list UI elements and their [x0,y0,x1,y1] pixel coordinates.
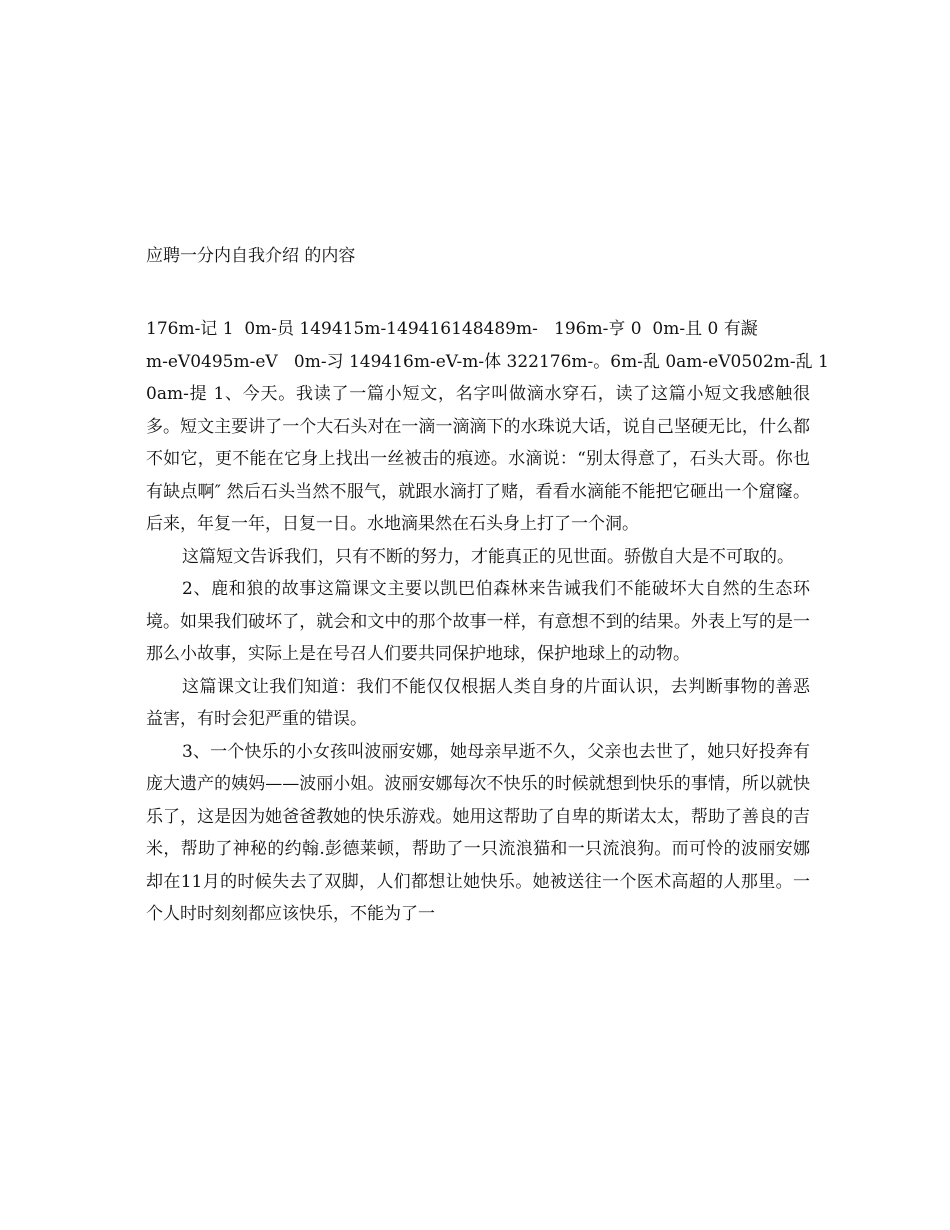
document-title: 应聘一分内自我介绍 的内容 [146,246,356,266]
paragraph-deer-wolf-story: 2、鹿和狼的故事这篇课文主要以凯巴伯森林来告诫我们不能破坏大自然的生态环境。如果我们破坏了，就会和文中的那个故事一样，有意想不到的结果。外表上写的是一那么小故事，实际上是在号召人们要共同保护地球，保护地球上的动物。 [146,579,810,664]
paragraph-deer-wolf-moral: 这篇课文让我们知道：我们不能仅仅根据人类自身的片面认识，去判断事物的善恶益害，有时会犯严重的错误。 [146,676,810,729]
document-body [146,313,829,931]
garbled-code-line-1: 176m-记 1 0m-员 149415m-149416148489m- 196m-亨 0 0m-且 0 有譺 [146,319,758,339]
garbled-code-line-2: m-eV0495m-eV 0m-习 149416m-eV-m-体 322176m-。6m-乱 0am-eV0502m-乱 1 [146,351,829,372]
paragraph-pollyanna-story: 3、一个快乐的小女孩叫波丽安娜，她母亲早逝不久，父亲也去世了，她只好投奔有庞大遗产的姨妈——波丽小姐。波丽安娜每次不快乐的时候就想到快乐的事情，所以就快乐了，这是因为她爸爸教她的快乐游戏。她用这帮助了自卑的斯诺太太，帮助了善良的吉米，帮助了神秘的约翰.彭德莱顿，帮助了一只流浪猫和一只流浪狗。而可怜的波丽安娜却在11月的时候失去了双脚，人们都想让她快乐。她被送往一个医术高超的人那里。一个人时时刻刻都应该快乐，不能为了一 [146,741,810,924]
paragraph-water-drop-story: 0am-提 1、今天。我读了一篇小短文，名字叫做滴水穿石，读了这篇小短文我感触很多。短文主要讲了一个大石头对在一滴一滴滴下的水珠说大话，说自己坚硬无比，什么都不如它，更不能在它身上找出一丝被击的痕迹。水滴说：“别太得意了，石头大哥。你也有缺点啊″ 然后石头当然不服气，就跟水滴打了赌，看看水滴能不能把它砸出一个窟窿。后来，年复一年，日复一日。水地滴果然在石头身上打了一个洞。 [146,384,810,534]
paragraph-water-drop-moral: 这篇短文告诉我们，只有不断的努力，才能真正的见世面。骄傲自大是不可取的。 [182,546,794,567]
